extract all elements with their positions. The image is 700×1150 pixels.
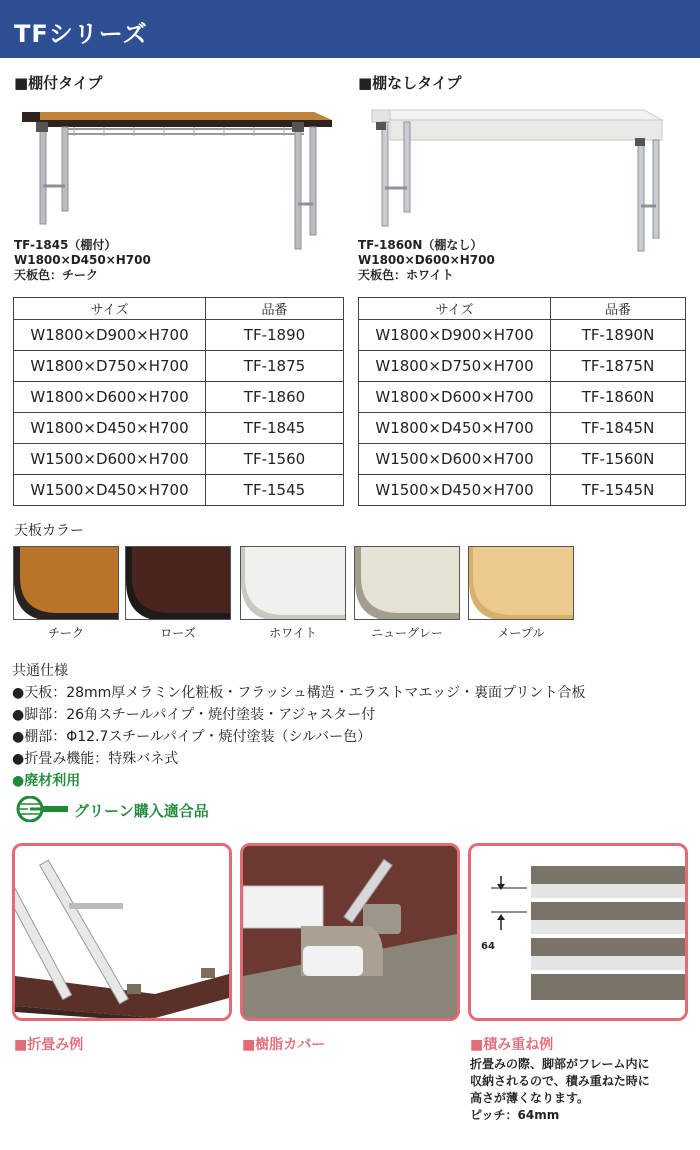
swatch-new-gray (354, 546, 460, 620)
table-row (359, 413, 686, 444)
swatch-label: チーク (47, 626, 84, 640)
left-heading: ■棚付タイプ (14, 74, 103, 92)
right-heading: ■棚なしタイプ (358, 74, 462, 92)
swatch-rose (125, 546, 231, 620)
color-heading: 天板カラー (14, 523, 84, 539)
left-spec-color: 天板色：チーク (14, 268, 99, 282)
right-spec-color: 天板色：ホワイト (358, 268, 454, 282)
right-spec-model: TF-1860N（棚なし） (358, 238, 483, 252)
swatch-white (240, 546, 346, 620)
table-header-row (14, 298, 344, 320)
size-cell: W1800×D600×H700 (14, 382, 206, 413)
caption-resin-cover: ■樹脂カバー (242, 1037, 326, 1053)
spec-line: ●棚部：Φ12.7スチールパイプ・焼付塗装（シルバー色） (12, 729, 372, 745)
swatch-maple (468, 546, 574, 620)
table-row (359, 320, 686, 351)
table-row (14, 382, 344, 413)
recycle-label: ●廃材利用 (12, 773, 81, 789)
table-header-row (359, 298, 686, 320)
green-purchase-logo (12, 796, 70, 822)
desc-line: ピッチ：64mm (470, 1108, 560, 1122)
col-size-header: サイズ (14, 298, 206, 320)
size-cell: W1800×D600×H700 (359, 382, 551, 413)
left-spec-model: TF-1845（棚付） (14, 238, 117, 252)
green-purchase-label: グリーン購入適合品 (74, 802, 209, 820)
size-cell: W1800×D750×H700 (359, 351, 551, 382)
size-cell: W1500×D450×H700 (14, 475, 206, 506)
desc-line: 収納されるので、積み重ねた時に (470, 1074, 650, 1088)
model-cell: TF-1890N (551, 320, 686, 351)
right-size-table (358, 297, 686, 506)
table-row (14, 320, 344, 351)
model-cell: TF-1560 (206, 444, 344, 475)
stacking-pitch-mark: 64 (481, 941, 495, 952)
col-model-header: 品番 (206, 298, 344, 320)
resin-cover-photo (240, 843, 460, 1021)
right-spec (358, 238, 495, 283)
specs-heading: 共通仕様 (12, 663, 68, 679)
swatch-label: ホワイト (269, 626, 317, 640)
size-cell: W1800×D900×H700 (359, 320, 551, 351)
table-row (14, 351, 344, 382)
desc-line: 折畳みの際、脚部がフレーム内に (470, 1057, 650, 1071)
model-cell: TF-1890 (206, 320, 344, 351)
col-size-header: サイズ (359, 298, 551, 320)
table-with-shelf-image (14, 98, 344, 256)
size-cell: W1500×D450×H700 (359, 475, 551, 506)
swatch-label: ローズ (160, 626, 196, 640)
caption-folding: ■折畳み例 (14, 1037, 84, 1053)
swatch-label: メープル (497, 626, 545, 640)
spec-line: ●折畳み機能：特殊バネ式 (12, 751, 179, 767)
left-spec (14, 238, 151, 283)
table-row (359, 382, 686, 413)
model-cell: TF-1545N (551, 475, 686, 506)
model-cell: TF-1875N (551, 351, 686, 382)
page-title: TFシリーズ (14, 20, 148, 48)
model-cell: TF-1860N (551, 382, 686, 413)
model-cell: TF-1845N (551, 413, 686, 444)
model-cell: TF-1545 (206, 475, 344, 506)
desc-line: 高さが薄くなります。 (470, 1091, 590, 1105)
table-row (359, 351, 686, 382)
table-without-shelf-image (362, 98, 684, 256)
swatch-teak (13, 546, 119, 620)
folding-example-photo (12, 843, 232, 1021)
caption-stacking: ■積み重ね例 (470, 1037, 554, 1053)
model-cell: TF-1875 (206, 351, 344, 382)
size-cell: W1800×D900×H700 (14, 320, 206, 351)
table-row (14, 444, 344, 475)
table-row (14, 475, 344, 506)
left-spec-size: W1800×D450×H700 (14, 253, 151, 267)
left-size-table (13, 297, 344, 506)
model-cell: TF-1845 (206, 413, 344, 444)
stacking-photo (468, 843, 688, 1021)
model-cell: TF-1860 (206, 382, 344, 413)
col-model-header: 品番 (551, 298, 686, 320)
size-cell: W1800×D450×H700 (14, 413, 206, 444)
table-row (359, 444, 686, 475)
table-row (14, 413, 344, 444)
right-spec-size: W1800×D600×H700 (358, 253, 495, 267)
size-cell: W1800×D750×H700 (14, 351, 206, 382)
table-row (359, 475, 686, 506)
spec-line: ●脚部：26角スチールパイプ・焼付塗装・アジャスター付 (12, 707, 376, 723)
size-cell: W1500×D600×H700 (14, 444, 206, 475)
model-cell: TF-1560N (551, 444, 686, 475)
stacking-description (470, 1056, 650, 1124)
size-cell: W1500×D600×H700 (359, 444, 551, 475)
spec-line: ●天板：28mm厚メラミン化粧板・フラッシュ構造・エラストマエッジ・裏面プリント合板 (12, 685, 586, 701)
swatch-label: ニューグレー (370, 626, 443, 640)
size-cell: W1800×D450×H700 (359, 413, 551, 444)
